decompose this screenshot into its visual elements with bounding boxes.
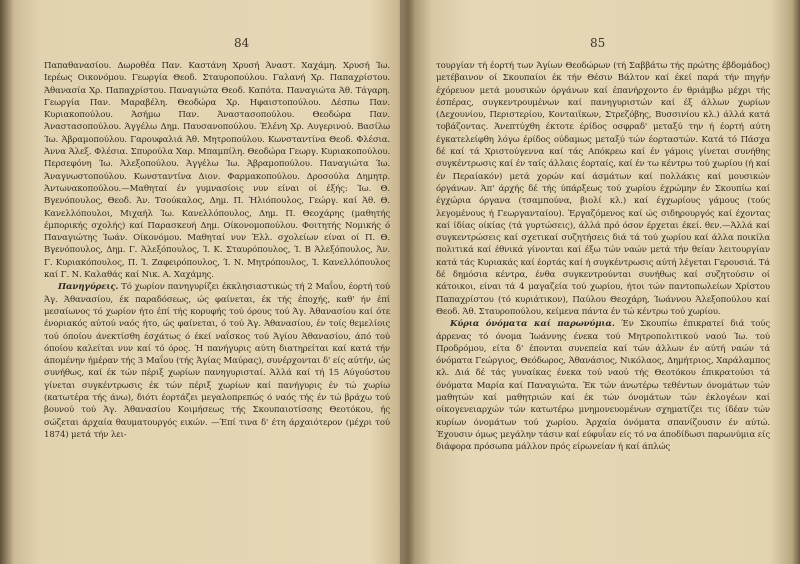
page-number: 84 — [234, 36, 250, 50]
paragraph-body: τουργίαν τή έορτή των Άγίων Θεοδώρων (τή Σαββάτω τής πρώτης έβδομάδος) μετέβαινον οί Σκουπαίοι έκ τήν Θέσιν Βάλτον καί έκεί παρά τήν πηγήν έχόρευον μετά μουσικών όργάνων καί έπανήρχοντο έν θριάμβω μέχρι τής έσπέρας, συγκεντρουμένων καί πανηγυριστών καί έξ άλλων χωρίων (Δεχουνίου, Περιστερίου, Κονταιϊκων, Στρεζόβης, Βυσσινίου κλ.) άλλά κατά τοβάζοντας. Άνεπτύχθη έκτοτε έρίδος οσφραδ' μεταξύ την ή έορτή αύτη έγκατελείφθη λόγω έρίδος ούδαμως μεταξύ τών έορταστών. Κατά τό Πάσχα δέ καί τά Χριστούγεννα καί τάς Απόκρεω καί έν γάμοις γίνεται συνήθης συγκέντρωσις καί έν ταίς άλλαις έορταίς, καί έν τω κέντρω τού χωρίου (ή καί έν Περαίακόν) μετά χορών καί άσμάτων καί πολλάκις καί μουσικών όργάνων. Άπ' άρχής δέ τής ύπάρξεως τού χωρίου έχρώμην έν Σκουπίω καί έγχώρια όργανα (τσαμπούνα, βιολί κλ.) καί έγχωρίους γάμους (τούς λεγομένους ή Γεωργανταίου). Έργαζόμενος καί ώς σιδηρουργός καί έχοντας καί ίδίας οίκίας (τά γυρτώσεις), άλλά πρό όσον έρχεται έκεί. θεν.—Άλλά καί συγκεντρώσεις καί σχετικαί συζητήσεις διά τά τού χωρίου καί άλλα ποικίλα πολιτικά καί έθνικά γίνονται καί έξω τών ναών μετά τήν θείαν λειτουργίαν κατά τάς Κυριακάς καί έορτάς καί ή συγκέντρωσις αύτή λέγεται Γερουσιά. Τά δέ δημόσια κέντρα, ένθα συγκεντρούνται συνήθως καί συζητούσιν οί κάτοικοι, είναι τά 4 μαγαζεία τού χωρίου, ήτοι τών παντοπωλείων Χρίστου Παπαχρίστου (τό κυριάτικον), Παύλου Θεοχάρη, Ίωάννου Άλεξοπούλου καί Θεοδ. Άθ. Σταυροπούλου, κείμενα πάντα έν τώ κέντρω τού χωρίου. — [436, 61, 770, 317]
paragraph-body: Παπαθανασίου. Δωροθέα Παν. Καστάνη Χρυσή Άναστ. Χαχάμη. Χρυσή Ίω. Ιερέως Οικονόμου. Γεωργία Θεοδ. Σταυροπούλου. Γαλανή Χρ. Παπαχρίστου. Άθανασία Χρ. Παπαχρίστου. Παναγιώτα Θεοδ. Καπότα. Παναγιώτα Άθ. Τάγαρη. Γεωργία Παν. Μαραβέλη. Θεοδώρα Χρ. Ηφαιστοπούλου. Δέσπω Παν. Κυριακοπούλου. Άσήμω Παν. Άναστασοπούλου. Θεοδώρα Παν. Άναστασοπούλου. Άγγέλω Δημ. Παυσανοπούλου. Έλένη Χρ. Αυγερινού. Βασίλω Ίω. Άβραμοπούλου. Γαρουφαλιά Άθ. Μητροπούλου. Κωνσταντίνα Θεοδ. Φλέσια. Άννα Άλεξ. Φλέσια. Σπυρούλα Χαρ. Μπαμπίλη. Θεοδώρα Γεωργ. Κυριακοπούλου. Περσεφόνη Ίω. Άλεξοπούλου. Άγγέλω Ίω. Άβραμοπούλου. Παναγιώτα Ίω. Άναγνωστοπούλου. Κωνσταντίνα Διον. Φαρμακοπούλου. Δροσούλα Δημητρ. Άντωνακοπούλου.—Μαθηταί έν γυμνασίοις νυν είναι οί έξής: Ίω. Θ. Βγενόπουλος, Θεοδ. Άν. Τσούκαλος, Δημ. Π. Ήλιόπουλος, Γεώργ. καί Άθ. Θ. Κανελλόπουλοι, Μιχαήλ Ίω. Κανελλόπουλος, Δημ. Π. Θεοχάρης (μαθητής έμπορικής σχολής) καί Παρασκευή Δημ. Οίκονομοπούλου. Φοιτητής Νομικής ό Παναγιώτης Ίωάν. Οίκονόμου. Μαθηταί νυν Έλλ. σχολείων είναι οί Π. Θ. Βγενόπουλος, Δημ. Γ. Άλεξόπουλος, Ί. Κ. Σταυρόπουλος, Ί. Β Άλεξόπουλος, Άν. Γ. Κυριακόπουλος, Π. Ί. Ζαφειρόπουλος, Ί. Ν. Μητρόπουλος, Ί. Κανελλόπουλος καί Γ. Ν. Καλαθάς καί Νικ. Α. Χαχάμης. — [44, 61, 390, 281]
paragraph-heading: Κύρια όνόματα καί παρωνύμια. — [450, 319, 615, 330]
paragraph — [436, 60, 770, 318]
paragraph-heading: Πανηγύρεις. — [58, 282, 119, 293]
paragraph-body: Τό χωρίον πανηγυρίζει έκκλησιαστικώς τή 2 Μαΐου, έορτή τού Άγ. Άθανασίου, έκ παραδόσεως, ώς φαίνεται, έκ τής έποχής, καθ' ήν έπί μεσαίωνος τό χωρίον ήτο έπί τής κορυφής τού όρους τού Άγ. Άθανασίου καί ότε ένοριακός αύτού ναός ήτο, ώς φαίνεται, ό τού Άγ. Άθανασίου, έν τοίς θεμελίοις τού όποίου άνεκτίσθη έσχάτως ό έκεί ναΐσκος τού Άγίου Άθανασίου, άπό τού όποίου καλείται νυν καί τό όρος. Ή πανήγυρις αύτη διατηρείται καί κατά τήν άπομένην ήμέραν τής 3 Μαΐου (τής Άγίας Μαύρας), συνέρχονται δ' είς αύτήν, ώς συνήθως, καί έκ τών πέριξ χωρίων πανηγυρισταί. Άλλά καί τή 15 Αύγούστου γίνεται συγκέντρωσις έκ τών πέριξ χωρίων καί πανήγυρις έν τώ χωρίω (κατωτέρα τής άνω), διότι έορτάζει μεγαλοπρεπώς ό ναός τής έν τώ βράχω τού βουνού τού Άγ. Άθανασίου Κοιμήσεως τής Σκουπαιοτίσσης Θεοτόκου, ής σώζεται άρχαία θαυματουργός εικών. —Έπί τινα δ' έτη άρχαιότερον (μέχρι τού 1874) μετά τήν λει- — [44, 282, 390, 440]
left-page — [12, 0, 408, 564]
paragraph — [436, 318, 770, 453]
page-text — [436, 60, 770, 454]
right-page — [410, 0, 790, 564]
paragraph — [44, 60, 390, 281]
paragraph-body: Έν Σκουπίω έπικρατεί διά τούς άρρενας τό όνομα Ίωάννης ένεκα τού Μητροπολιτικού ναού Ίω. τού Προδρόμου, είτα δ' έπονται συνεπεία καί τών άλλων έν αύτή ναών τά όνόματα Γεώργιος, Θεόδωρος, Άθανάσιος, Νικόλαος, Δημήτριος, Χαράλαμπος κλ. Διά δέ τάς γυναίκας ένεκα τού ναού τής Θεοτόκου έπικρατούσι τά όνόματα Μαρία καί Παναγιώτα. Έκ τών άνωτέρω τεθέντων όνομάτων τών μαθητών καί μαθητριών καί έκ τών όνομάτων τών έκλογέων καί οίκογενειαρχών τών κατωτέρω μνημονευομένων σχηματίζει τις ίδέαν τών κυρίων όνομάτων τού χωρίου. Άρχαία όνόματα σπανίζουσιν έν αύτώ. Έχουσιν όμως μεγάλην τάσιν καί εύφυΐαν είς τό να άποδίδωσι παρωνύμια είς διάφορα πρόσωπα μάλλον πρός είρωνείαν ή καί άπλώς — [436, 319, 770, 453]
page-number: 85 — [590, 36, 606, 50]
page-text — [44, 60, 390, 441]
paragraph — [44, 281, 390, 441]
